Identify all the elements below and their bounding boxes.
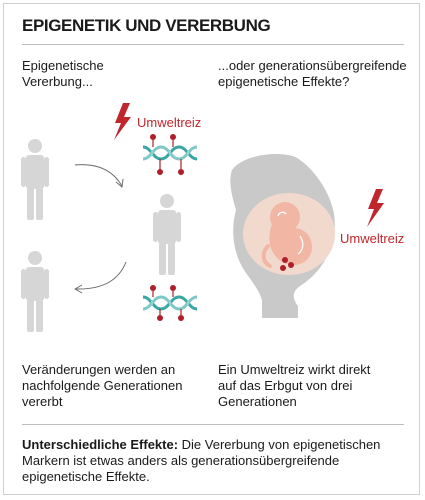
curved-arrow-icon [75, 262, 126, 293]
right-caption-line1: Ein Umweltreiz wirkt direkt [218, 362, 371, 377]
footer-line2: Markern ist etwas anders als generationsübergreifende [22, 453, 340, 468]
lightning-bolt-icon [114, 103, 131, 140]
footer-note [22, 437, 402, 485]
right-caption-line2: auf das Erbgut von drei [218, 378, 353, 393]
epigenetic-marker-group [150, 285, 184, 321]
footer-line1-rest: Die Vererbung von epigenetischen [178, 437, 381, 452]
dna-helix-icon [143, 297, 197, 309]
lightning-bolt-icon [367, 189, 384, 227]
left-caption-line1: Veränderungen werden an [22, 362, 176, 377]
right-heading-line1: ...oder generationsübergreifende [218, 58, 407, 73]
left-heading-line2: Vererbung... [22, 74, 93, 89]
bottom-divider [22, 424, 404, 425]
footer-bold-lead: Unterschiedliche Effekte: [22, 437, 179, 452]
left-caption-line3: vererbt [22, 394, 63, 409]
right-stimulus-label: Umweltreiz [340, 231, 405, 246]
footer-line1 [22, 437, 402, 453]
left-stimulus-label: Umweltreiz [137, 115, 202, 130]
person-silhouette-icon [21, 251, 49, 332]
left-heading-line1: Epigenetische [22, 58, 104, 73]
left-caption-line2: nachfolgende Generationen [22, 378, 183, 393]
person-silhouette-icon [21, 139, 49, 220]
curved-arrow-icon [75, 165, 123, 187]
person-silhouette-icon [153, 194, 181, 275]
footer-line3: epigenetische Effekte. [22, 469, 150, 484]
right-caption-line3: Generationen [218, 394, 297, 409]
right-heading-line2: epigenetische Effekte? [218, 74, 350, 89]
page-title: EPIGENETIK UND VERERBUNG [22, 16, 271, 35]
dna-helix-icon [143, 147, 197, 159]
